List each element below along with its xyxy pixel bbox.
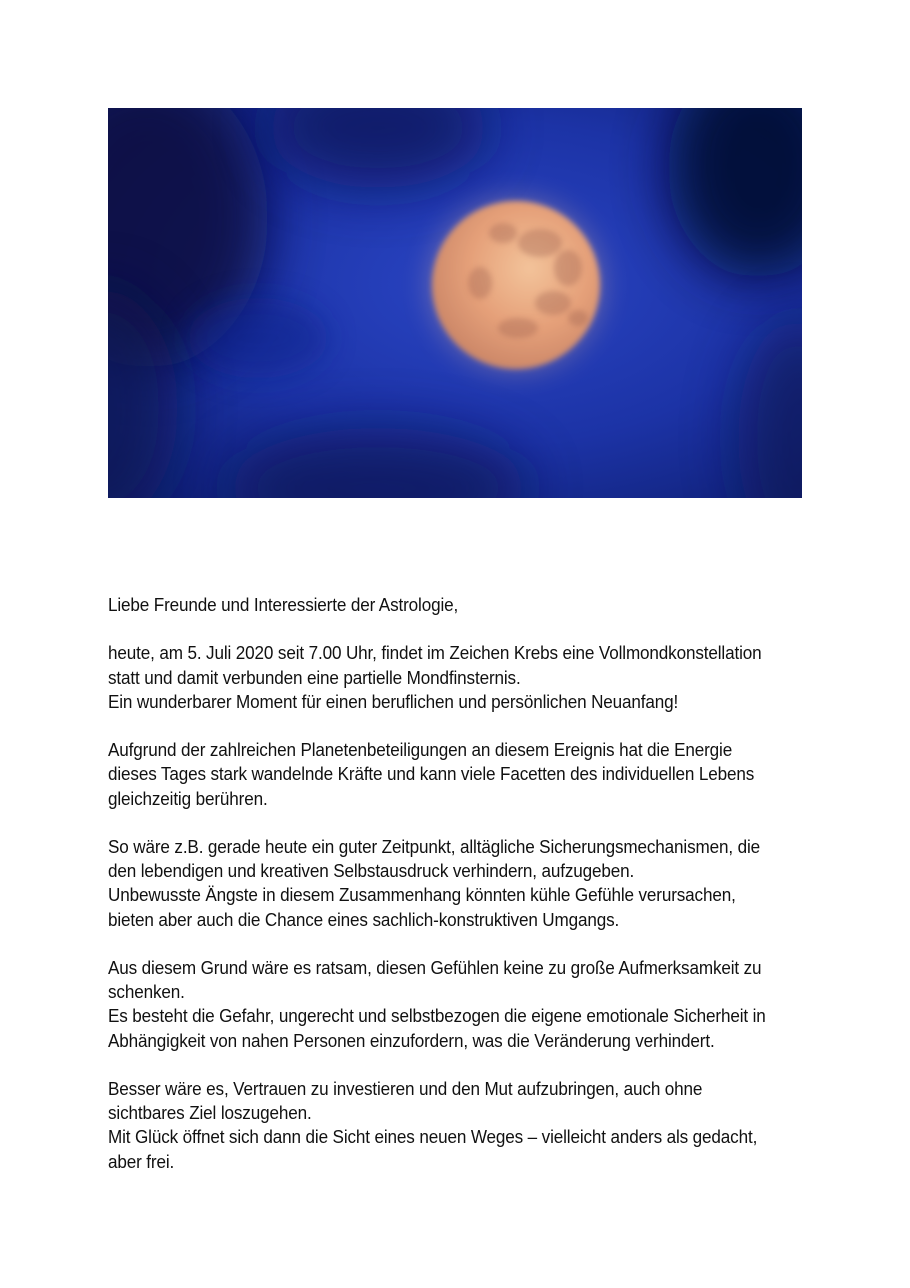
paragraph-3 (108, 835, 808, 932)
text-line: Ein wunderbarer Moment für einen beruflichen und persönlichen Neuanfang! (108, 690, 679, 712)
paragraph-4 (108, 956, 808, 1053)
text-line: Aus diesem Grund wäre es ratsam, diesen Gefühlen keine zu große Aufmerksamkeit zu (108, 956, 762, 978)
text-line: sichtbares Ziel loszugehen. (108, 1102, 312, 1124)
text-line: Unbewusste Ängste in diesem Zusammenhang könnten kühle Gefühle verursachen, (108, 884, 736, 906)
full-moon-photo (108, 108, 802, 498)
letter-body (108, 593, 808, 1198)
text-line: Es besteht die Gefahr, ungerecht und selbstbezogen die eigene emotionale Sicherheit in (108, 1005, 766, 1027)
greeting-line: Liebe Freunde und Interessierte der Astrologie, (108, 594, 459, 615)
text-line: bieten aber auch die Chance eines sachlich-konstruktiven Umgangs. (108, 908, 620, 930)
paragraph-1 (108, 641, 808, 714)
text-line: Mit Glück öffnet sich dann die Sicht eines neuen Weges – vielleicht anders als gedacht, (108, 1126, 758, 1148)
text-line: heute, am 5. Juli 2020 seit 7.00 Uhr, findet im Zeichen Krebs eine Vollmondkonstellation (108, 642, 762, 664)
moon (430, 199, 602, 371)
text-line: aber frei. (108, 1150, 175, 1172)
text-line: dieses Tages stark wandelnde Kräfte und kann viele Facetten des individuellen Lebens (108, 763, 755, 785)
text-line: So wäre z.B. gerade heute ein guter Zeitpunkt, alltägliche Sicherungsmechanismen, die (108, 835, 761, 857)
text-line: schenken. (108, 981, 185, 1003)
text-line: gleichzeitig berühren. (108, 787, 268, 809)
text-line: Abhängigkeit von nahen Personen einzufordern, was die Veränderung verhindert. (108, 1029, 715, 1051)
text-line: Besser wäre es, Vertrauen zu investieren und den Mut aufzubringen, auch ohne (108, 1077, 703, 1099)
text-line: den lebendigen und kreativen Selbstausdruck verhindern, aufzugeben. (108, 860, 635, 882)
text-line: statt und damit verbunden eine partielle Mondfinsternis. (108, 666, 521, 688)
paragraph-5 (108, 1077, 808, 1174)
letter-greeting (108, 593, 808, 617)
moon-image (108, 108, 802, 498)
text-line: Aufgrund der zahlreichen Planetenbeteiligungen an diesem Ereignis hat die Energie (108, 739, 733, 761)
paragraph-2 (108, 738, 808, 811)
